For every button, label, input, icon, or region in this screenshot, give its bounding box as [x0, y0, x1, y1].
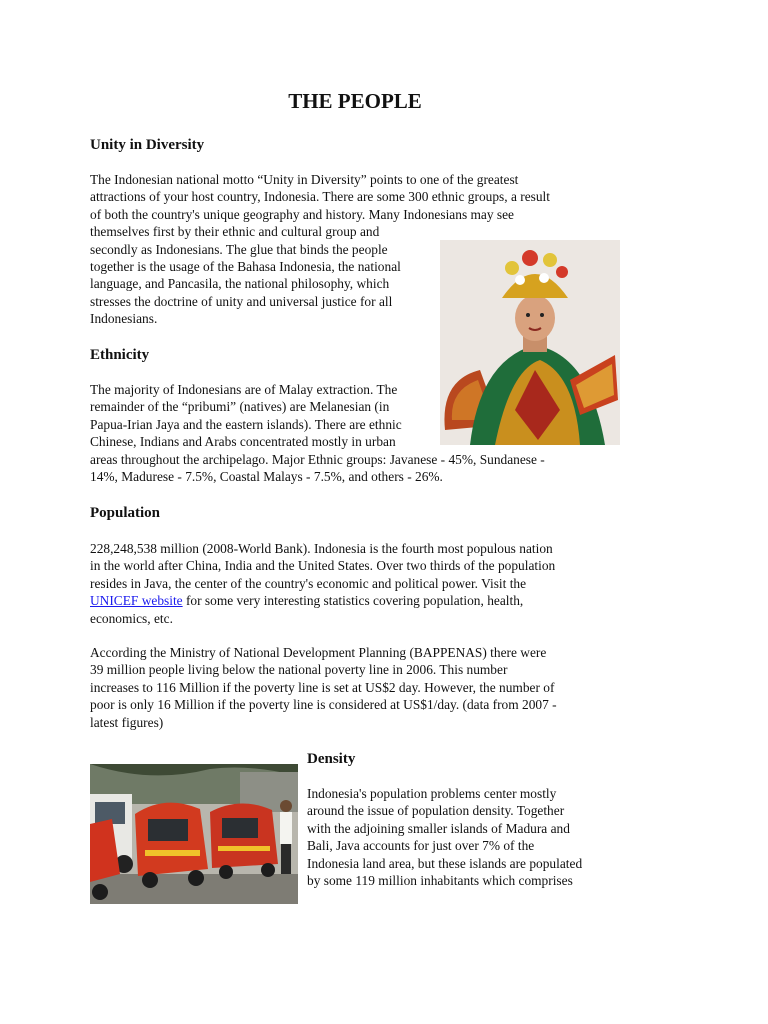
unicef-website-link[interactable]: UNICEF website — [90, 593, 183, 609]
text-line: attractions of your host country, Indonesia. There are some 300 ethnic groups, a result — [90, 189, 550, 205]
text-line: themselves first by their ethnic and cultural group and — [90, 224, 380, 240]
text-line: The majority of Indonesians are of Malay extraction. The — [90, 382, 398, 397]
text-line: 39 million people living below the national poverty line in 2006. This number — [90, 662, 508, 678]
paragraph-population-1 — [90, 540, 630, 627]
text-line: language, and Pancasila, the national philosophy, which — [90, 276, 390, 292]
heading-population: Population — [90, 505, 161, 521]
text-line: 228,248,538 million (2008-World Bank). Indonesia is the fourth most populous nation — [90, 541, 553, 556]
heading-ethnicity: Ethnicity — [90, 347, 150, 363]
text-line: secondly as Indonesians. The glue that binds the people — [90, 241, 388, 257]
text-line: latest figures) — [90, 714, 164, 730]
text-line: Indonesians. — [90, 311, 158, 327]
text-line: 14%, Madurese - 7.5%, Coastal Malays - 7.5%, and others - 26%. — [90, 469, 443, 485]
bajaj-taxis-image — [90, 764, 298, 904]
text-line: of both the country's unique geography and history. Many Indonesians may see — [90, 206, 515, 222]
paragraph-density — [307, 785, 627, 889]
text-line: Indonesia's population problems center mostly — [307, 786, 557, 801]
heading-density: Density — [307, 751, 356, 767]
text-line: areas throughout the archipelago. Major Ethnic groups: Javanese - 45%, Sundanese - — [90, 451, 545, 467]
text-line: with the adjoining smaller islands of Madura and — [307, 820, 570, 836]
text-line: resides in Java, the center of the country's economic and political power. Visit the — [90, 575, 527, 591]
text-line: According the Ministry of National Development Planning (BAPPENAS) there were — [90, 645, 547, 660]
text-line: poor is only 16 Million if the poverty line is considered at US$1/day. (data from 2007 - — [90, 697, 557, 713]
text-line: together is the usage of the Bahasa Indonesia, the national — [90, 259, 401, 275]
text-line: increases to 116 Million if the poverty line is set at US$2 day. However, the number of — [90, 679, 555, 695]
paragraph-population-2 — [90, 644, 630, 731]
paragraph-ethnicity — [90, 381, 620, 485]
text-line: economics, etc. — [90, 610, 173, 626]
text-line: for some very interesting statistics covering population, health, — [182, 593, 524, 609]
text-line: Papua-Irian Jaya and the eastern islands). There are ethnic — [90, 416, 402, 432]
text-line: in the world after China, India and the United States. Over two thirds of the population — [90, 558, 556, 574]
text-line: by some 119 million inhabitants which comprises — [307, 873, 573, 889]
heading-unity-in-diversity: Unity in Diversity — [90, 137, 205, 153]
text-line: around the issue of population density. Together — [307, 803, 565, 819]
text-line: The Indonesian national motto “Unity in Diversity” points to one of the greatest — [90, 172, 519, 187]
text-line: Chinese, Indians and Arabs concentrated mostly in urban — [90, 434, 396, 450]
text-line: remainder of the “pribumi” (natives) are Melanesian (in — [90, 399, 390, 415]
page-title: THE PEOPLE — [288, 89, 422, 113]
text-line: Bali, Java accounts for just over 7% of the — [307, 838, 535, 854]
text-line: Indonesia land area, but these islands are populated — [307, 855, 583, 871]
text-line: stresses the doctrine of unity and universal justice for all — [90, 293, 393, 309]
